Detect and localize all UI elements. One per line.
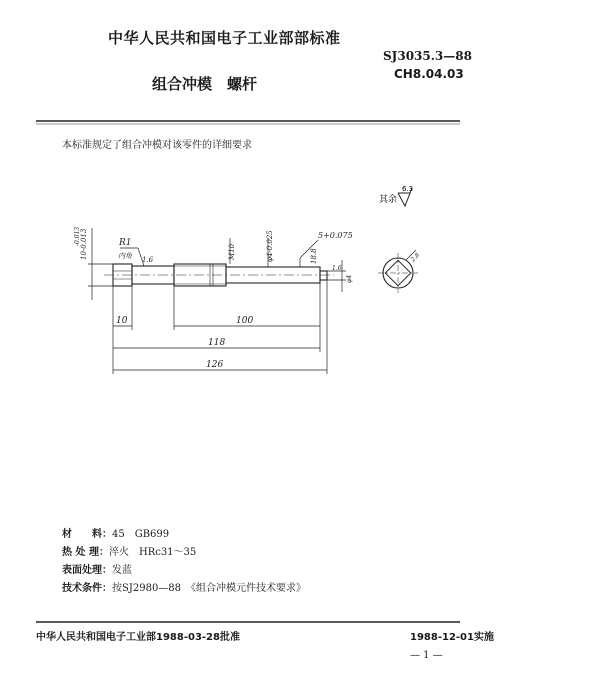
- dimension-lines: [88, 228, 346, 374]
- surface-mark-label: 其余: [379, 195, 398, 205]
- spec-heat-treatment: [62, 543, 196, 558]
- dim-shaft: φ4-0.025: [266, 230, 274, 262]
- footer-issuer: 中华人民共和国电子工业部1988-03-28批准: [36, 632, 240, 643]
- dim-radius: R1: [119, 238, 132, 248]
- surface-mark-value: 6.3: [402, 185, 414, 193]
- screw-part: [104, 264, 334, 286]
- dimension-labels: [74, 227, 353, 370]
- dim-18: 18.8: [310, 248, 318, 264]
- spec-label: 技术条件：: [62, 583, 112, 594]
- standard-subcode: CH8.04.03: [394, 67, 464, 81]
- spec-value: 淬火 HRc31～35: [108, 547, 197, 558]
- dim-head-dia: 10-0.013: [80, 228, 88, 260]
- standard-code: SJ3035.3—88: [383, 49, 472, 63]
- dim-small: 1.6: [332, 265, 342, 272]
- dim-end: φ4: [346, 274, 353, 283]
- spec-surface-treatment: [62, 561, 132, 576]
- spec-technical-conditions: [62, 579, 306, 594]
- surface-roughness-mark: [379, 185, 413, 206]
- spec-material: [62, 525, 169, 540]
- dim-head-dia-upper: -0.013: [74, 226, 81, 246]
- page-number: — 1 —: [410, 650, 443, 661]
- spec-value: 45 GB699: [112, 529, 170, 540]
- dim-thread: M10: [228, 243, 236, 260]
- part-title: 组合冲模 螺杆: [152, 75, 258, 93]
- footer-effective-date: 1988-12-01实施: [410, 632, 494, 643]
- spec-label: 表面处理：: [62, 565, 112, 576]
- dim-10: 10: [116, 316, 128, 326]
- dim-16: 1.6: [142, 256, 154, 264]
- dim-126: 126: [206, 360, 224, 370]
- dim-inner: 内角: [118, 252, 132, 260]
- standard-org-title: 中华人民共和国电子工业部部标准: [108, 29, 341, 47]
- spec-label: 热 处 理：: [62, 547, 109, 558]
- intro-text: 本标准规定了组合冲模对该零件的详细要求: [62, 140, 252, 151]
- dim-100: 100: [236, 316, 254, 326]
- section-mark: 2.8: [409, 251, 422, 264]
- dim-118: 118: [208, 338, 226, 348]
- dim-slot: 5+0.075: [318, 231, 353, 240]
- end-view-section: [378, 250, 421, 293]
- spec-label: 材 料：: [62, 529, 112, 540]
- spec-value: 按SJ2980—88 《组合冲模元件技术要求》: [112, 583, 307, 594]
- spec-value: 发蓝: [112, 565, 132, 576]
